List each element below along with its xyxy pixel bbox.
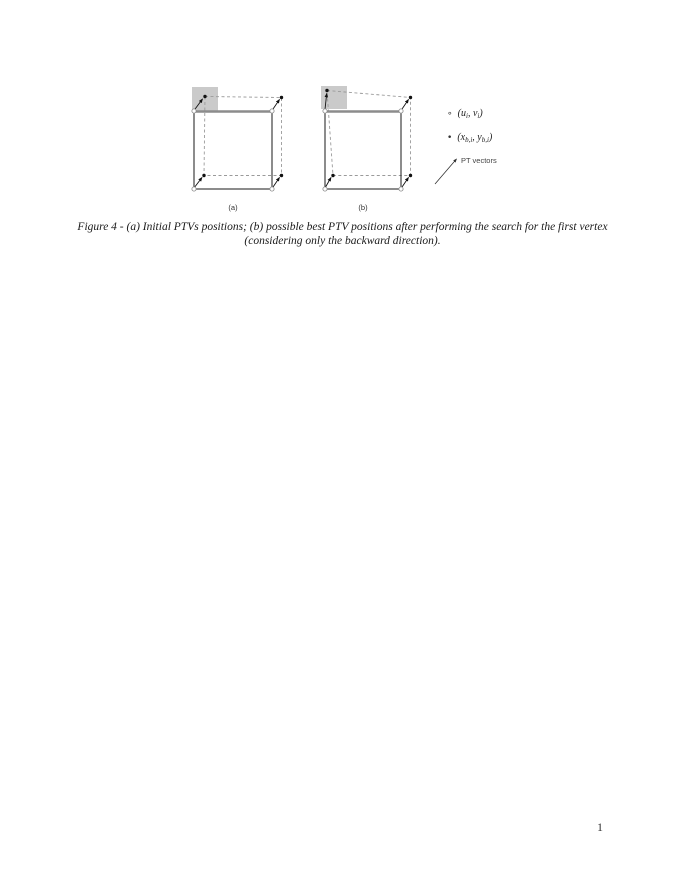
diagram-label-a: (a) xyxy=(228,203,238,212)
filled-dot-icon: • xyxy=(447,133,453,143)
highlight-box-b xyxy=(321,86,347,109)
open-circle-icon: ∘ xyxy=(447,109,453,119)
figure-caption xyxy=(40,221,645,248)
front-vertex-circles-a xyxy=(192,109,274,191)
figure-caption-line1: Figure 4 - (a) Initial PTVs positions; (b) possible best PTV positions after performing the search for the first vertex xyxy=(77,221,608,233)
front-vertex-circles-b xyxy=(323,109,403,191)
legend-xy-label: ($x_{b,i}$, $y_{b,i}$) xyxy=(457,132,493,144)
figure-caption-line2: (considering only the backward direction). xyxy=(244,234,441,247)
front-face-a xyxy=(194,111,272,189)
legend-item-xy xyxy=(447,133,492,144)
legend-item-uv xyxy=(447,109,483,120)
cube-diagram-a xyxy=(192,87,283,191)
front-face-b xyxy=(325,111,401,189)
legend-uv-label: ($u_i$, $v_i$) xyxy=(457,108,483,120)
page-number: 1 xyxy=(597,820,603,834)
legend-pt-vectors-label: PT vectors xyxy=(461,156,497,165)
figure-drawing xyxy=(185,82,515,215)
legend-pt-vector-arrow-icon xyxy=(435,159,457,184)
cube-diagram-b xyxy=(321,86,412,191)
diagram-label-b: (b) xyxy=(358,203,368,212)
